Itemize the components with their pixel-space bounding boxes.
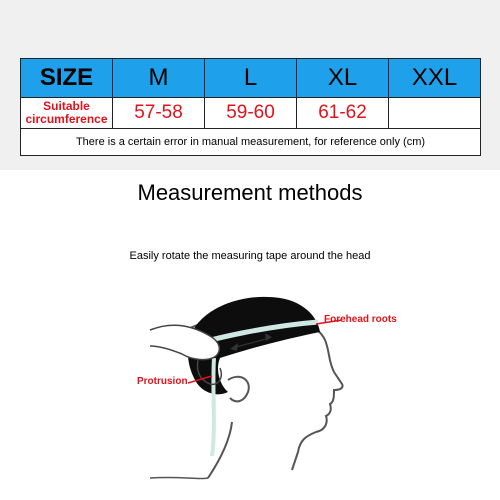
- circumference-cell-xl: [297, 98, 389, 129]
- size-cell-xxl: [389, 59, 481, 98]
- circumference-label-line1: Suitable: [43, 99, 90, 113]
- forehead-roots-label: Forehead roots: [324, 314, 397, 325]
- circumference-value: 61-62: [318, 102, 367, 123]
- size-table: [20, 58, 481, 156]
- size-label: XL: [327, 64, 358, 91]
- circumference-cell-m: [113, 98, 205, 129]
- shoulder-outline: [150, 477, 208, 478]
- protrusion-label: Protrusion: [137, 376, 188, 387]
- size-cell-m: [113, 59, 205, 98]
- section-title: Measurement methods: [137, 180, 363, 205]
- size-cell-xl: [297, 59, 389, 98]
- size-label: L: [243, 64, 258, 91]
- size-header-label: SIZE: [39, 64, 94, 91]
- instruction-text: Easily rotate the measuring tape around the head: [129, 250, 371, 262]
- size-header-label-cell: [21, 59, 113, 98]
- circumference-value: 59-60: [226, 102, 275, 123]
- circumference-label-line2: circumference: [25, 112, 108, 126]
- size-cell-l: [205, 59, 297, 98]
- measuring-tape-hanging: [212, 358, 214, 456]
- circumference-cell-l: [205, 98, 297, 129]
- measurement-note: There is a certain error in manual measurement, for reference only (cm): [21, 129, 481, 156]
- ear-outline: [228, 377, 249, 402]
- size-label: M: [148, 64, 169, 91]
- circumference-value: 57-58: [134, 102, 183, 123]
- size-header-row: [21, 59, 481, 98]
- circumference-cell-xxl: [389, 98, 481, 129]
- circumference-row: [21, 98, 481, 129]
- circumference-label-cell: [21, 98, 113, 129]
- note-row: [21, 129, 481, 156]
- size-label: XXL: [411, 64, 458, 91]
